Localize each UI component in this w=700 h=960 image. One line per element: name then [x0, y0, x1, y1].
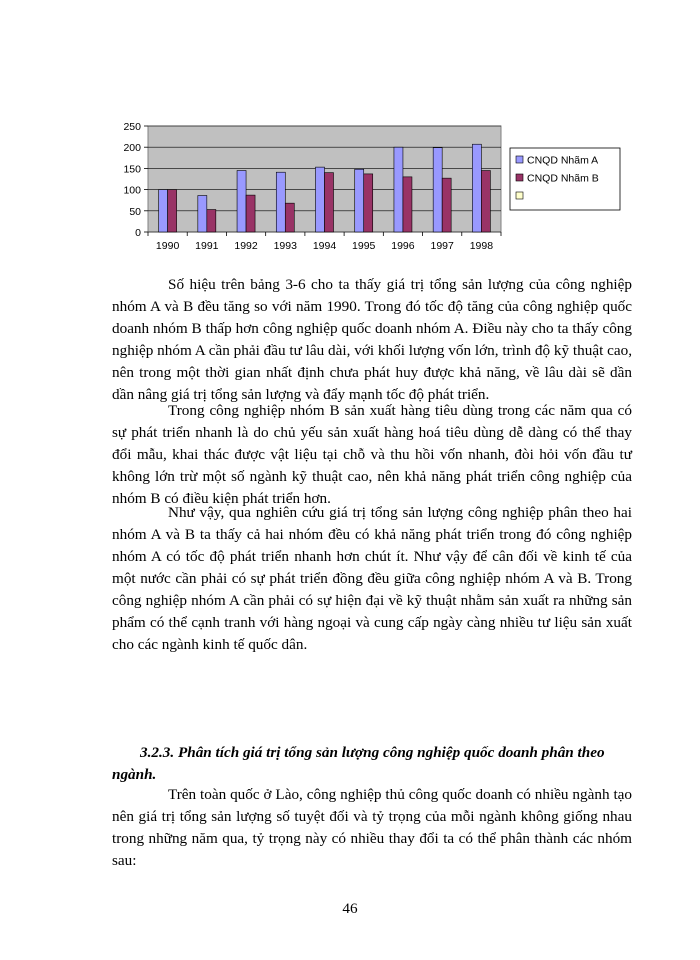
paragraph-1: Số hiệu trên bảng 3-6 cho ta thấy giá trị tổng sản lượng của công nghiệp nhóm A và B đều tăng so với năm 1990. Trong đó tốc độ tăng của công nghiệp quốc doanh nhóm B thấp hơn công nghiệp quốc doanh nhóm A. Điều này cho ta thấy công nghiệp nhóm A cần phải đầu tư lâu dài, với khối lượng vốn lớn, trình độ kỹ thuật cao, nên trong một thời gian nhất định chưa phát huy được khả năng, về lâu dài sẽ dần dần nâng giá trị tổng sản lượng và đẩy mạnh tốc độ phát triển.: [112, 276, 632, 403]
x-tick-label: 1990: [155, 240, 180, 252]
x-tick-label: 1995: [352, 240, 376, 252]
bar-series-b-1996: [403, 177, 412, 232]
bar-series-b-1993: [285, 203, 294, 232]
legend-label-1: CNQD Nhãm B: [527, 172, 599, 185]
bar-series-a-1990: [159, 190, 168, 232]
y-tick-label: 250: [123, 121, 141, 133]
bar-series-b-1994: [325, 173, 334, 232]
bar-series-a-1992: [237, 171, 246, 232]
x-tick-label: 1996: [391, 240, 415, 252]
bar-series-b-1997: [442, 178, 451, 232]
y-tick-label: 0: [135, 227, 141, 239]
bar-series-a-1994: [316, 167, 325, 232]
x-tick-label: 1992: [234, 240, 258, 252]
y-tick-label: 100: [123, 184, 141, 197]
y-tick-label: 150: [123, 163, 141, 176]
legend-swatch-1: [516, 174, 523, 181]
x-tick-label: 1994: [312, 240, 337, 252]
bar-series-a-1996: [394, 147, 403, 232]
bar-series-b-1991: [207, 210, 216, 232]
bar-series-b-1998: [481, 171, 490, 232]
bar-chart: [108, 118, 628, 270]
paragraph-3: Như vậy, qua nghiên cứu giá trị tổng sản lượng công nghiệp phân theo hai nhóm A và B ta thấy cả hai nhóm đều có khả năng phát triển trong đó công nghiệp nhóm A có tốc độ phát triển nhanh hơn chút ít. Như vậy để cân đối về kinh tế của một nước cần phải có sự phát triển đồng đều giữa công nghiệp nhóm A và B. Trong công nghiệp nhóm A cần phải có sự hiện đại về kỹ thuật nhằm sản xuất ra những sản phẩm có thể cạnh tranh với hàng ngoại và cung cấp ngày càng nhiều tư liệu sản xuất cho các ngành kinh tế quốc dân.: [112, 504, 632, 653]
legend-swatch-0: [516, 156, 523, 163]
bar-series-b-1995: [364, 174, 373, 232]
paragraph-4: Trên toàn quốc ở Lào, công nghiệp thủ công quốc doanh có nhiều ngành tạo nên giá trị tổng sản lượng số tuyệt đối và tỷ trọng của mỗi ngành không giống nhau trong những năm qua, tỷ trọng này có nhiều thay đổi ta có thể phân thành các nhóm sau:: [112, 786, 632, 869]
legend-label-0: CNQD Nhãm A: [527, 154, 599, 167]
x-tick-label: 1998: [469, 240, 494, 252]
x-tick-label: 1997: [430, 240, 454, 252]
x-tick-label: 1993: [273, 240, 297, 252]
y-tick-label: 50: [129, 205, 141, 218]
y-tick-label: 200: [123, 142, 141, 155]
bar-series-a-1993: [276, 172, 285, 232]
paragraph-2: Trong công nghiệp nhóm B sản xuất hàng tiêu dùng trong các năm qua có sự phát triển nhanh là do chủ yếu sản xuất hàng hoá tiêu dùng dễ dàng có thể thay đổi mẫu, khai thác được vật liệu tại chỗ và thu hồi vốn nhanh, đòi hỏi vốn đầu tư không lớn trừ một số ngành kỹ thuật cao, nên khả năng phát triển công nghiệp của nhóm B có điều kiện phát triển hơn.: [112, 402, 632, 507]
legend-swatch-2: [516, 192, 523, 199]
bar-series-a-1995: [355, 169, 364, 232]
bar-series-b-1992: [246, 195, 255, 232]
bar-series-a-1997: [433, 148, 442, 232]
page-number: 46: [342, 900, 358, 917]
bar-series-a-1998: [472, 144, 481, 232]
section-heading: 3.2.3. Phân tích giá trị tổng sản lượng công nghiệp quốc doanh phân theo ngành.: [112, 744, 605, 783]
bar-series-b-1990: [168, 190, 177, 232]
bar-series-a-1991: [198, 196, 207, 232]
x-tick-label: 1991: [195, 240, 219, 252]
